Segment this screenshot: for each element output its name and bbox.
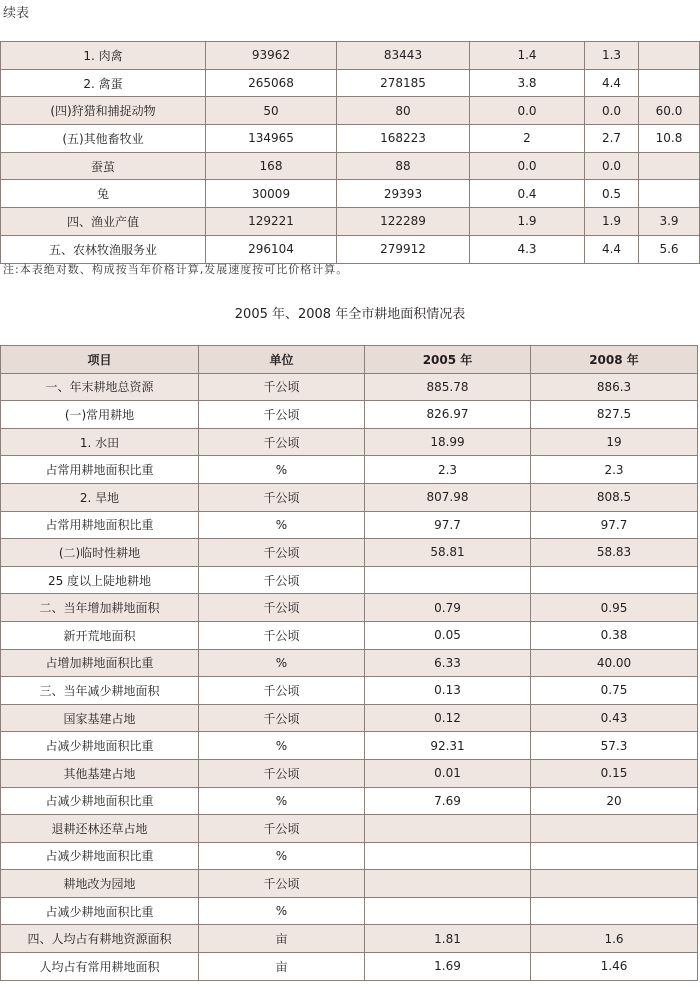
- table-cell: %: [199, 732, 365, 760]
- cultivated-land-table: [0, 345, 698, 981]
- table-cell: 296104: [206, 235, 337, 263]
- table-cell: 122289: [337, 208, 470, 236]
- table-cell: 886.3: [531, 373, 698, 401]
- table-cell: 129221: [206, 208, 337, 236]
- header-cell-item: 项目: [1, 346, 199, 374]
- table-cell: [639, 180, 700, 208]
- table-cell: 278185: [337, 69, 470, 97]
- table-cell: %: [199, 787, 365, 815]
- table-row: [1, 732, 698, 760]
- table-row: [1, 897, 698, 925]
- table-cell: 耕地改为园地: [1, 870, 199, 898]
- table-cell: [365, 897, 531, 925]
- table-cell: 50: [206, 97, 337, 125]
- table-cell: 40.00: [531, 649, 698, 677]
- table-row: [1, 787, 698, 815]
- table-cell: 7.69: [365, 787, 531, 815]
- table-cell: 占常用耕地面积比重: [1, 456, 199, 484]
- table-cell: (五)其他畜牧业: [1, 125, 206, 153]
- table-cell: %: [199, 842, 365, 870]
- table-note: 注:本表绝对数、构成按当年价格计算,发展速度按可比价格计算。: [3, 263, 349, 276]
- table-cell: [531, 566, 698, 594]
- table-header-row: [1, 346, 698, 374]
- table-cell: 0.15: [531, 759, 698, 787]
- table-cell: 2.7: [585, 125, 639, 153]
- table-cell: 占减少耕地面积比重: [1, 787, 199, 815]
- table-cell: 3.9: [639, 208, 700, 236]
- table-row: [1, 235, 700, 263]
- table-cell: 1.9: [585, 208, 639, 236]
- table-cell: 827.5: [531, 401, 698, 429]
- table-cell: 0.0: [585, 97, 639, 125]
- table-row: [1, 42, 700, 70]
- table-row: [1, 180, 700, 208]
- table-cell: 19: [531, 428, 698, 456]
- table-cell: 2: [470, 125, 585, 153]
- table-cell: 0.0: [470, 152, 585, 180]
- table-cell: 千公顷: [199, 373, 365, 401]
- table-row: [1, 621, 698, 649]
- table-cell: 亩: [199, 953, 365, 981]
- table-cell: [639, 42, 700, 70]
- table-cell: 4.4: [585, 235, 639, 263]
- table-cell: 2.3: [365, 456, 531, 484]
- table-row: [1, 677, 698, 705]
- table-cell: (一)常用耕地: [1, 401, 199, 429]
- header-cell-unit: 单位: [199, 346, 365, 374]
- table-cell: 一、年末耕地总资源: [1, 373, 199, 401]
- table-row: [1, 815, 698, 843]
- table-cell: [639, 69, 700, 97]
- table-cell: 千公顷: [199, 483, 365, 511]
- table-cell: 2. 旱地: [1, 483, 199, 511]
- table-row: [1, 566, 698, 594]
- table-cell: 4.4: [585, 69, 639, 97]
- table-cell: 千公顷: [199, 704, 365, 732]
- table-row: [1, 483, 698, 511]
- table-cell: %: [199, 649, 365, 677]
- table-cell: %: [199, 897, 365, 925]
- table-cell: 4.3: [470, 235, 585, 263]
- table-cell: 五、农林牧渔服务业: [1, 235, 206, 263]
- table-cell: 退耕还林还草占地: [1, 815, 199, 843]
- continued-label: 续表: [3, 6, 30, 21]
- table-row: [1, 208, 700, 236]
- table-cell: 6.33: [365, 649, 531, 677]
- table-cell: 占减少耕地面积比重: [1, 842, 199, 870]
- table-row: [1, 428, 698, 456]
- table-cell: 千公顷: [199, 428, 365, 456]
- table-cell: 10.8: [639, 125, 700, 153]
- table-cell: %: [199, 511, 365, 539]
- table-row: [1, 373, 698, 401]
- table-cell: 千公顷: [199, 870, 365, 898]
- table-row: [1, 539, 698, 567]
- table-cell: 279912: [337, 235, 470, 263]
- table-row: [1, 511, 698, 539]
- table-cell: 0.5: [585, 180, 639, 208]
- table-cell: [639, 152, 700, 180]
- table-cell: 826.97: [365, 401, 531, 429]
- table-cell: 1.9: [470, 208, 585, 236]
- table-cell: 1.81: [365, 925, 531, 953]
- table-cell: 25 度以上陡地耕地: [1, 566, 199, 594]
- table-cell: (二)临时性耕地: [1, 539, 199, 567]
- table-cell: 兔: [1, 180, 206, 208]
- table-cell: 四、渔业产值: [1, 208, 206, 236]
- table-cell: 千公顷: [199, 566, 365, 594]
- table-cell: 20: [531, 787, 698, 815]
- table-cell: 1.3: [585, 42, 639, 70]
- table-cell: 二、当年增加耕地面积: [1, 594, 199, 622]
- table-cell: 0.05: [365, 621, 531, 649]
- table-cell: 0.0: [585, 152, 639, 180]
- table-cell: 占减少耕地面积比重: [1, 897, 199, 925]
- table-cell: [531, 842, 698, 870]
- table-cell: [531, 870, 698, 898]
- table-cell: 2.3: [531, 456, 698, 484]
- table-row: [1, 649, 698, 677]
- table-cell: 1.6: [531, 925, 698, 953]
- table-cell: %: [199, 456, 365, 484]
- table-cell: 1.69: [365, 953, 531, 981]
- table-cell: 808.5: [531, 483, 698, 511]
- table-row: [1, 69, 700, 97]
- table-cell: 18.99: [365, 428, 531, 456]
- agriculture-output-table: [0, 41, 700, 264]
- table-cell: 1.4: [470, 42, 585, 70]
- table-cell: [365, 566, 531, 594]
- table-cell: 三、当年减少耕地面积: [1, 677, 199, 705]
- table-cell: [531, 897, 698, 925]
- table-cell: 29393: [337, 180, 470, 208]
- table-row: [1, 125, 700, 153]
- table-cell: 80: [337, 97, 470, 125]
- table-cell: 四、人均占有耕地资源面积: [1, 925, 199, 953]
- table-cell: 0.38: [531, 621, 698, 649]
- table-cell: [531, 815, 698, 843]
- table-cell: 0.01: [365, 759, 531, 787]
- table-cell: 168: [206, 152, 337, 180]
- table-cell: 885.78: [365, 373, 531, 401]
- table-cell: 0.0: [470, 97, 585, 125]
- table-cell: (四)狩猎和捕捉动物: [1, 97, 206, 125]
- header-cell-2008: 2008 年: [531, 346, 698, 374]
- table-cell: 新开荒地面积: [1, 621, 199, 649]
- table-title: 2005 年、2008 年全市耕地面积情况表: [234, 307, 466, 322]
- table-cell: [365, 870, 531, 898]
- table-cell: 0.95: [531, 594, 698, 622]
- table-cell: 千公顷: [199, 539, 365, 567]
- table-cell: [365, 842, 531, 870]
- table-row: [1, 456, 698, 484]
- table-cell: 5.6: [639, 235, 700, 263]
- table-cell: 97.7: [531, 511, 698, 539]
- table-cell: 0.4: [470, 180, 585, 208]
- table-cell: 0.43: [531, 704, 698, 732]
- table-cell: 57.3: [531, 732, 698, 760]
- table-cell: 其他基建占地: [1, 759, 199, 787]
- table-cell: 千公顷: [199, 759, 365, 787]
- table-cell: 千公顷: [199, 401, 365, 429]
- table-row: [1, 152, 700, 180]
- table-cell: 2. 禽蛋: [1, 69, 206, 97]
- table-cell: 58.83: [531, 539, 698, 567]
- table-cell: 60.0: [639, 97, 700, 125]
- table-cell: 97.7: [365, 511, 531, 539]
- table-cell: 占减少耕地面积比重: [1, 732, 199, 760]
- table-row: [1, 401, 698, 429]
- table-cell: 0.79: [365, 594, 531, 622]
- table-cell: 134965: [206, 125, 337, 153]
- table-cell: 83443: [337, 42, 470, 70]
- table-cell: 占常用耕地面积比重: [1, 511, 199, 539]
- table-cell: [365, 815, 531, 843]
- table-cell: 人均占有常用耕地面积: [1, 953, 199, 981]
- table-cell: 0.12: [365, 704, 531, 732]
- table-row: [1, 842, 698, 870]
- table-cell: 1. 水田: [1, 428, 199, 456]
- table-cell: 千公顷: [199, 594, 365, 622]
- table-cell: 千公顷: [199, 815, 365, 843]
- table-cell: 1. 肉禽: [1, 42, 206, 70]
- header-cell-2005: 2005 年: [365, 346, 531, 374]
- table-cell: 93962: [206, 42, 337, 70]
- table-row: [1, 97, 700, 125]
- table-row: [1, 594, 698, 622]
- table-cell: 1.46: [531, 953, 698, 981]
- table-cell: 0.75: [531, 677, 698, 705]
- table-cell: 千公顷: [199, 621, 365, 649]
- table-cell: 58.81: [365, 539, 531, 567]
- table-row: [1, 953, 698, 981]
- table-cell: 30009: [206, 180, 337, 208]
- table-cell: 0.13: [365, 677, 531, 705]
- table-cell: 亩: [199, 925, 365, 953]
- table-row: [1, 759, 698, 787]
- table-row: [1, 870, 698, 898]
- table-cell: 88: [337, 152, 470, 180]
- table-row: [1, 704, 698, 732]
- table-cell: 国家基建占地: [1, 704, 199, 732]
- table-cell: 蚕茧: [1, 152, 206, 180]
- table-cell: 3.8: [470, 69, 585, 97]
- table-cell: 92.31: [365, 732, 531, 760]
- table-row: [1, 925, 698, 953]
- table-cell: 占增加耕地面积比重: [1, 649, 199, 677]
- table-cell: 千公顷: [199, 677, 365, 705]
- table-cell: 265068: [206, 69, 337, 97]
- table-cell: 168223: [337, 125, 470, 153]
- table-cell: 807.98: [365, 483, 531, 511]
